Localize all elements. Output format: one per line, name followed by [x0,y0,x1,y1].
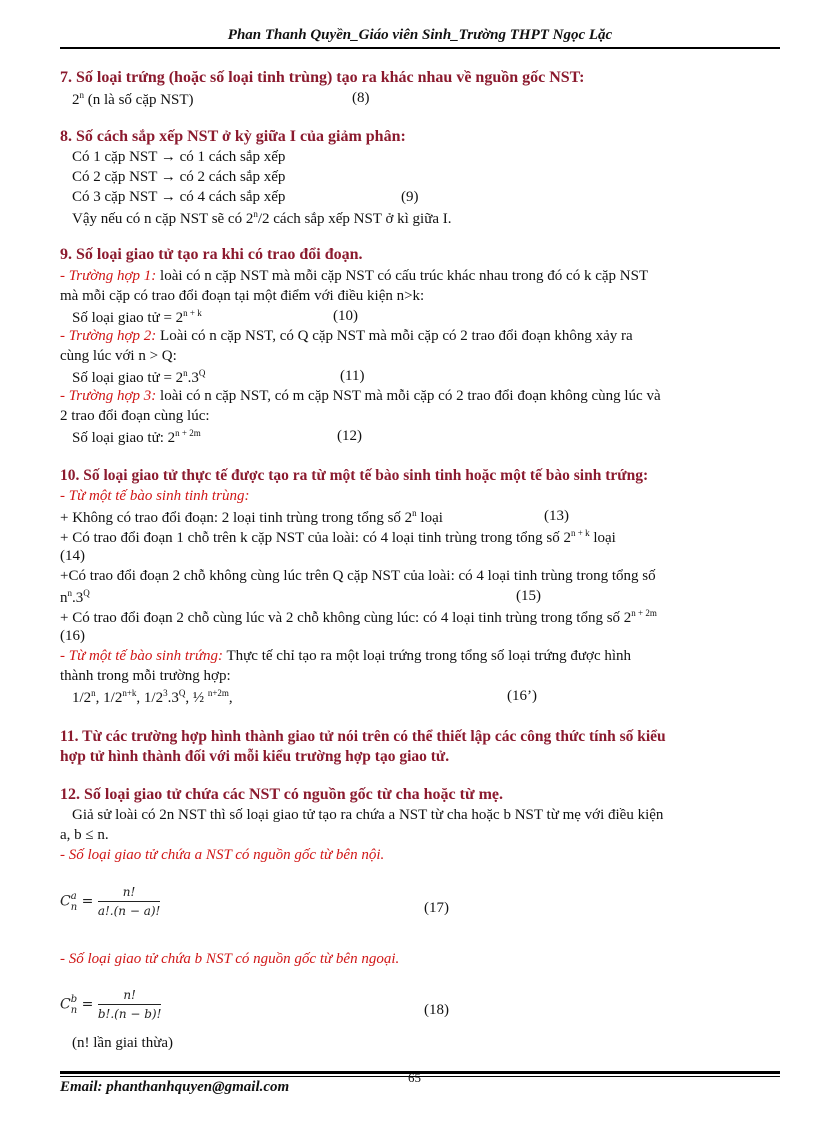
section-10-point-3: +Có trao đổi đoạn 2 chỗ không cùng lúc trên Q cặp NST của loài: có 4 loại tinh trùng trong tổng số [60,568,656,584]
section-10-point-3-formula: $n^n.3^Q$ [60,588,90,606]
section-12-sub-1: - Số loại giao tử chứa a NST có nguồn gốc từ bên nội. [60,847,385,863]
section-9-title: 9. Số loại giao tử tạo ra khi có trao đổi đoạn. [60,246,363,263]
section-8-line-1: Có 1 cặp NST → có 1 cách sắp xếp [72,149,286,165]
case-2-formula: Số loại giao tử = $2^n.3^Q$ [72,368,206,386]
section-8-line-4: Vậy nếu có n cặp NST sẽ có 2$^n$/2 cách sắp xếp NST ở kì giữa I. [72,209,452,227]
eq-num-16-prime: (16’) [507,688,537,704]
eq-num-10: (10) [333,308,358,324]
section-7-title: 7. Số loại trứng (hoặc số loại tinh trùng) tạo ra khác nhau về nguồn gốc NST: [60,69,585,86]
section-11-title-1: 11. Từ các trường hợp hình thành giao tử nói trên có thể thiết lập các công thức tính số kiểu [60,728,666,745]
eq-num-16: (16) [60,628,85,644]
header-rule [60,47,780,49]
section-10-point-2: + Có trao đổi đoạn 1 chỗ trên k cặp NST của loài: có 4 loại tinh trùng trong tổng số $2^{n + k}$ loại [60,528,616,546]
factorial-note: (n! lần giai thừa) [72,1035,174,1051]
case-2-text-2: cùng lúc với n > Q: [60,348,177,364]
page-number: 65 [408,1070,421,1085]
eq-num-12: (12) [337,428,362,444]
section-10-point-1: + Không có trao đổi đoạn: 2 loại tinh trùng trong tổng số 2$^n$ loại [60,508,443,526]
section-12-para-1: Giả sử loài có 2n NST thì số loại giao tử tạo ra chứa a NST từ cha hoặc b NST từ mẹ với điều kiện [72,807,664,823]
section-12-title: 12. Số loại giao tử chứa các NST có nguồn gốc từ cha hoặc từ mẹ. [60,786,503,803]
section-10-sub-1: - Từ một tế bào sinh tinh trùng: [60,488,250,504]
section-10-sub-2: - Từ một tế bào sinh trứng: Thực tế chỉ tạo ra một loại trứng trong tổng số loại trứng được hình [60,648,632,664]
case-1-text: - Trường hợp 1: loài có n cặp NST mà mỗi cặp NST có cấu trúc khác nhau trong đó có k cặp NST [60,268,649,284]
section-8-line-2: Có 2 cặp NST → có 2 cách sắp xếp [72,169,286,185]
eq-num-8: (8) [352,90,370,106]
section-8-title: 8. Số cách sắp xếp NST ở kỳ giữa I của giảm phân: [60,128,406,145]
section-7-formula: 2$^n$ (n là số cặp NST) [72,90,194,108]
eq-num-11: (11) [340,368,365,384]
section-10-point-4: + Có trao đổi đoạn 2 chỗ cùng lúc và 2 chỗ không cùng lúc: có 4 loại tinh trùng trong tổng số $2^{n + 2m}$ [60,608,657,626]
section-12-para-2: a, b ≤ n. [60,827,109,843]
case-1-formula: Số loại giao tử = $2^{n + k}$ [72,308,202,326]
eq-num-15: (15) [516,588,541,604]
page-header: Phan Thanh Quyền_Giáo viên Sinh_Trường THPT Ngọc Lặc [227,27,613,43]
section-10-sub-2-text-2: thành trong mỗi trường hợp: [60,668,231,684]
formula-17: C a n = $\frac{n!}{a!.(n - a)!}$ [60,885,161,918]
case-3-text: - Trường hợp 3: loài có n cặp NST, có m cặp NST mà mỗi cặp có 2 trao đổi đoạn không cùng lúc và [60,388,661,404]
eq-num-9: (9) [401,189,419,205]
case-1-text-2: mà mỗi cặp có trao đổi đoạn tại một điểm với điều kiện n>k: [60,288,425,304]
section-11-title-2: hợp tử hình thành đối với mỗi kiểu trường hợp tạo giao tử. [60,748,450,765]
section-12-sub-2: - Số loại giao tử chứa b NST có nguồn gốc từ bên ngoại. [60,951,400,967]
eq-num-14: (14) [60,548,85,564]
eq-num-17: (17) [424,900,449,916]
section-10-title: 10. Số loại giao tử thực tế được tạo ra từ một tế bào sinh tinh hoặc một tế bào sinh trứng: [60,467,649,484]
formula-18: C b n = $\frac{n!}{b!.(n - b)!}$ [60,988,162,1021]
footer-email: Email: phanthanhquyen@gmail.com [60,1079,290,1095]
eq-num-13: (13) [544,508,569,524]
section-10-fraction-list: 1/2$^n$, $1/2^{n+k}$, $1/2^3.3^Q$, ½ $^{n+2m}$, [72,688,233,706]
case-2-text: - Trường hợp 2: Loài có n cặp NST, có Q cặp NST mà mỗi cặp có 2 trao đổi đoạn không xảy ra [60,328,633,344]
section-8-line-3: Có 3 cặp NST → có 4 cách sắp xếp [72,189,286,205]
case-3-text-2: 2 trao đổi đoạn cùng lúc: [60,408,210,424]
eq-num-18: (18) [424,1002,449,1018]
case-3-formula: Số loại giao tử: $2^{n + 2m}$ [72,428,201,446]
